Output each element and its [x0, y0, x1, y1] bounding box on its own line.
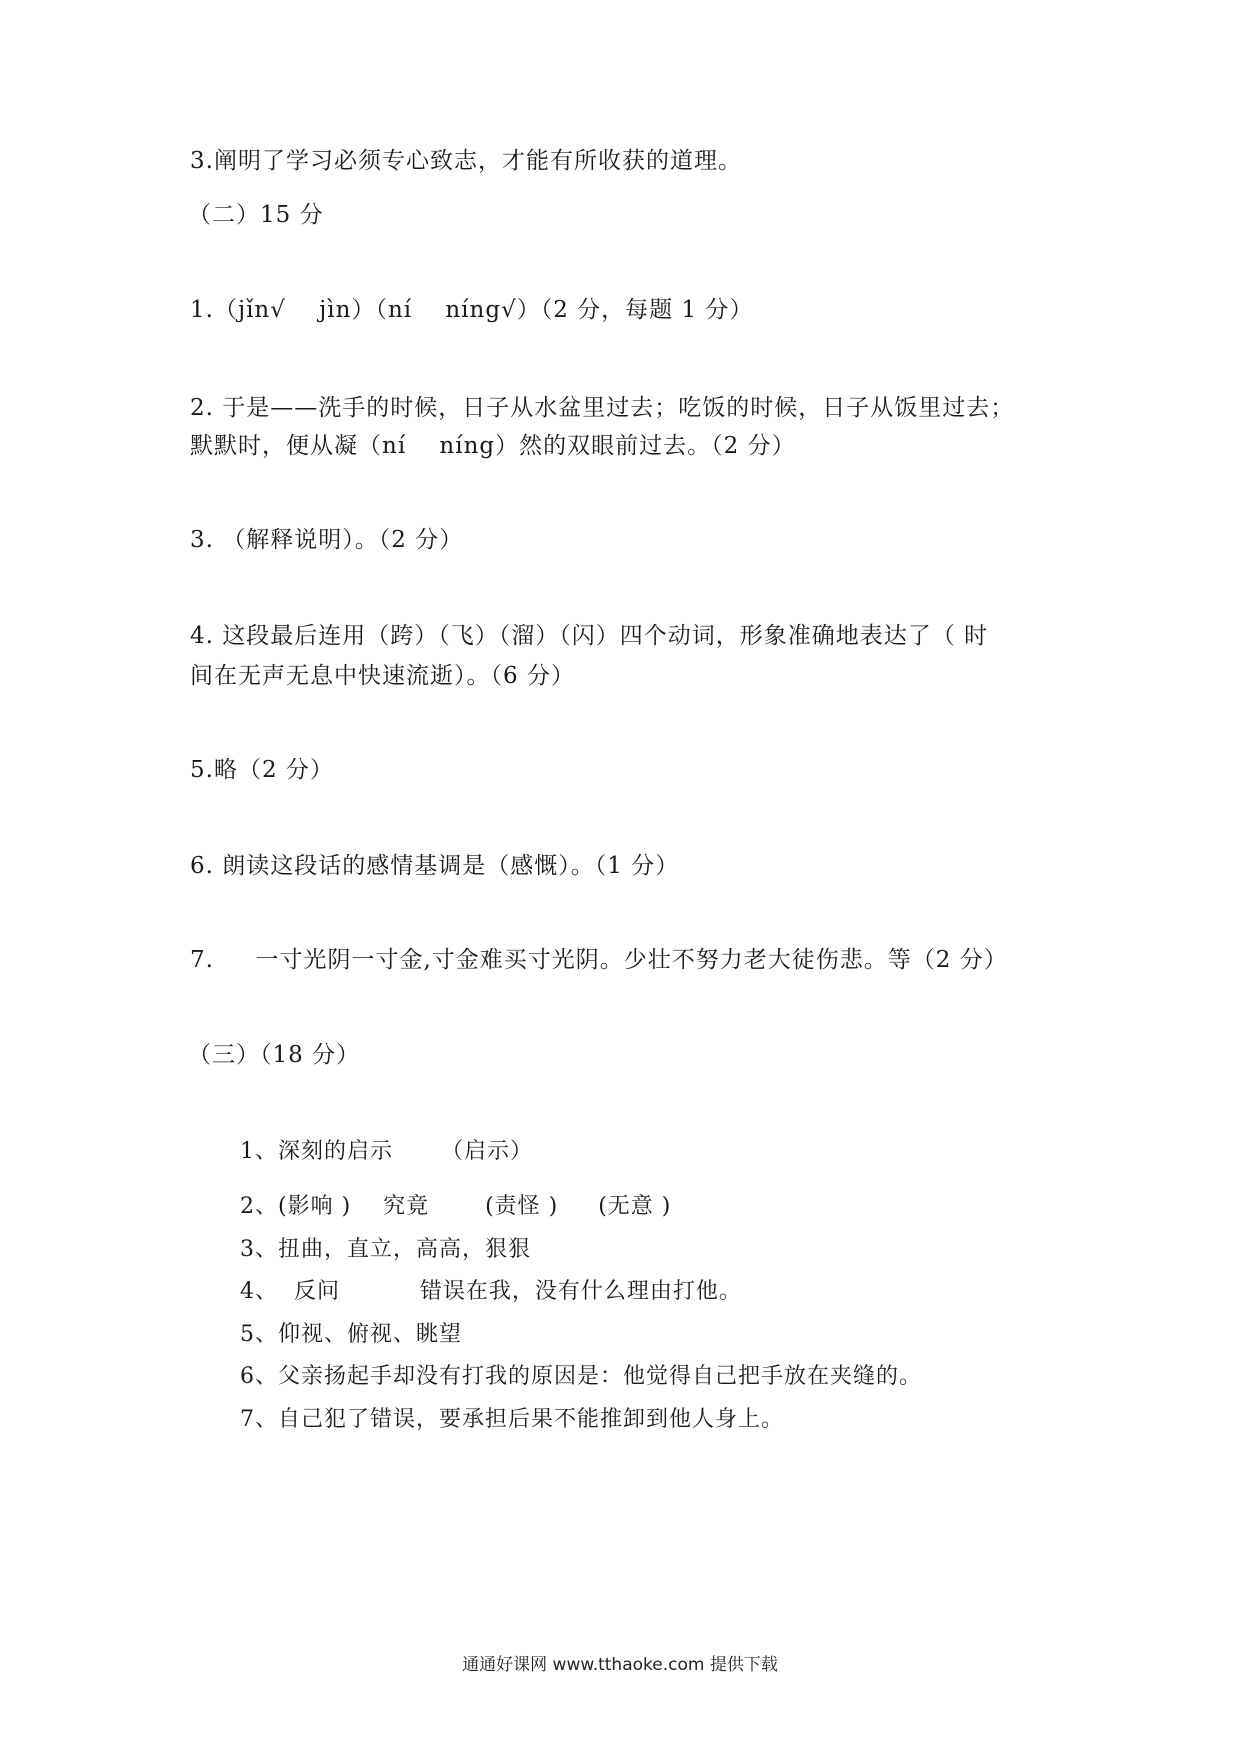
answer-sec3-q4: 4、 反问 错误在我，没有什么理由打他。: [240, 1279, 742, 1304]
answer-sec2-q7: 7. 一寸光阴一寸金,寸金难买寸光阴。少壮不努力老大徒伤悲。等（2 分）: [190, 947, 1008, 973]
footer-download-note: 通通好课网 www.tthaoke.com 提供下载: [462, 1655, 778, 1675]
answer-sec3-q1: 1、深刻的启示 （启示）: [240, 1139, 533, 1164]
answer-sec2-q2-line1: 2. 于是——洗手的时候，日子从水盆里过去；吃饭的时候，日子从饭里过去；: [190, 395, 1015, 421]
answer-sec2-q5: 5.略（2 分）: [190, 757, 334, 783]
answer-sec2-q3: 3. （解释说明）。（2 分）: [190, 527, 464, 553]
answer-sec3-q5: 5、仰视、俯视、眺望: [240, 1322, 462, 1347]
section-three-header: （三）（18 分）: [188, 1042, 361, 1068]
answer-sec2-q6: 6. 朗读这段话的感情基调是（感慨）。（1 分）: [190, 853, 680, 879]
answer-sec2-q4-line2: 间在无声无息中快速流逝）。（6 分）: [190, 663, 575, 689]
answer-sec3-q2: 2、(影响 ) 究竟 (责怪 ) (无意 ): [240, 1194, 672, 1219]
answer-sec2-q1: 1.（jǐn√ jìn）（ní níng√）（2 分，每题 1 分）: [190, 297, 754, 323]
answer-sec2-q2-line2: 默默时，便从凝（ní níng）然的双眼前过去。（2 分）: [190, 433, 796, 459]
answer-sec3-q7: 7、自己犯了错误，要承担后果不能推卸到他人身上。: [240, 1407, 784, 1432]
answer-sec1-q3: 3.阐明了学习必须专心致志，才能有所收获的道理。: [190, 148, 742, 174]
section-two-header: （二）15 分: [188, 202, 324, 228]
answer-sec3-q6: 6、父亲扬起手却没有打我的原因是：他觉得自己把手放在夹缝的。: [240, 1364, 922, 1389]
answer-sec3-q3: 3、扭曲，直立，高高，狠狠: [240, 1237, 531, 1262]
answer-sec2-q4-line1: 4. 这段最后连用（跨）（飞）（溜）（闪）四个动词，形象准确地表达了（ 时: [190, 623, 989, 649]
